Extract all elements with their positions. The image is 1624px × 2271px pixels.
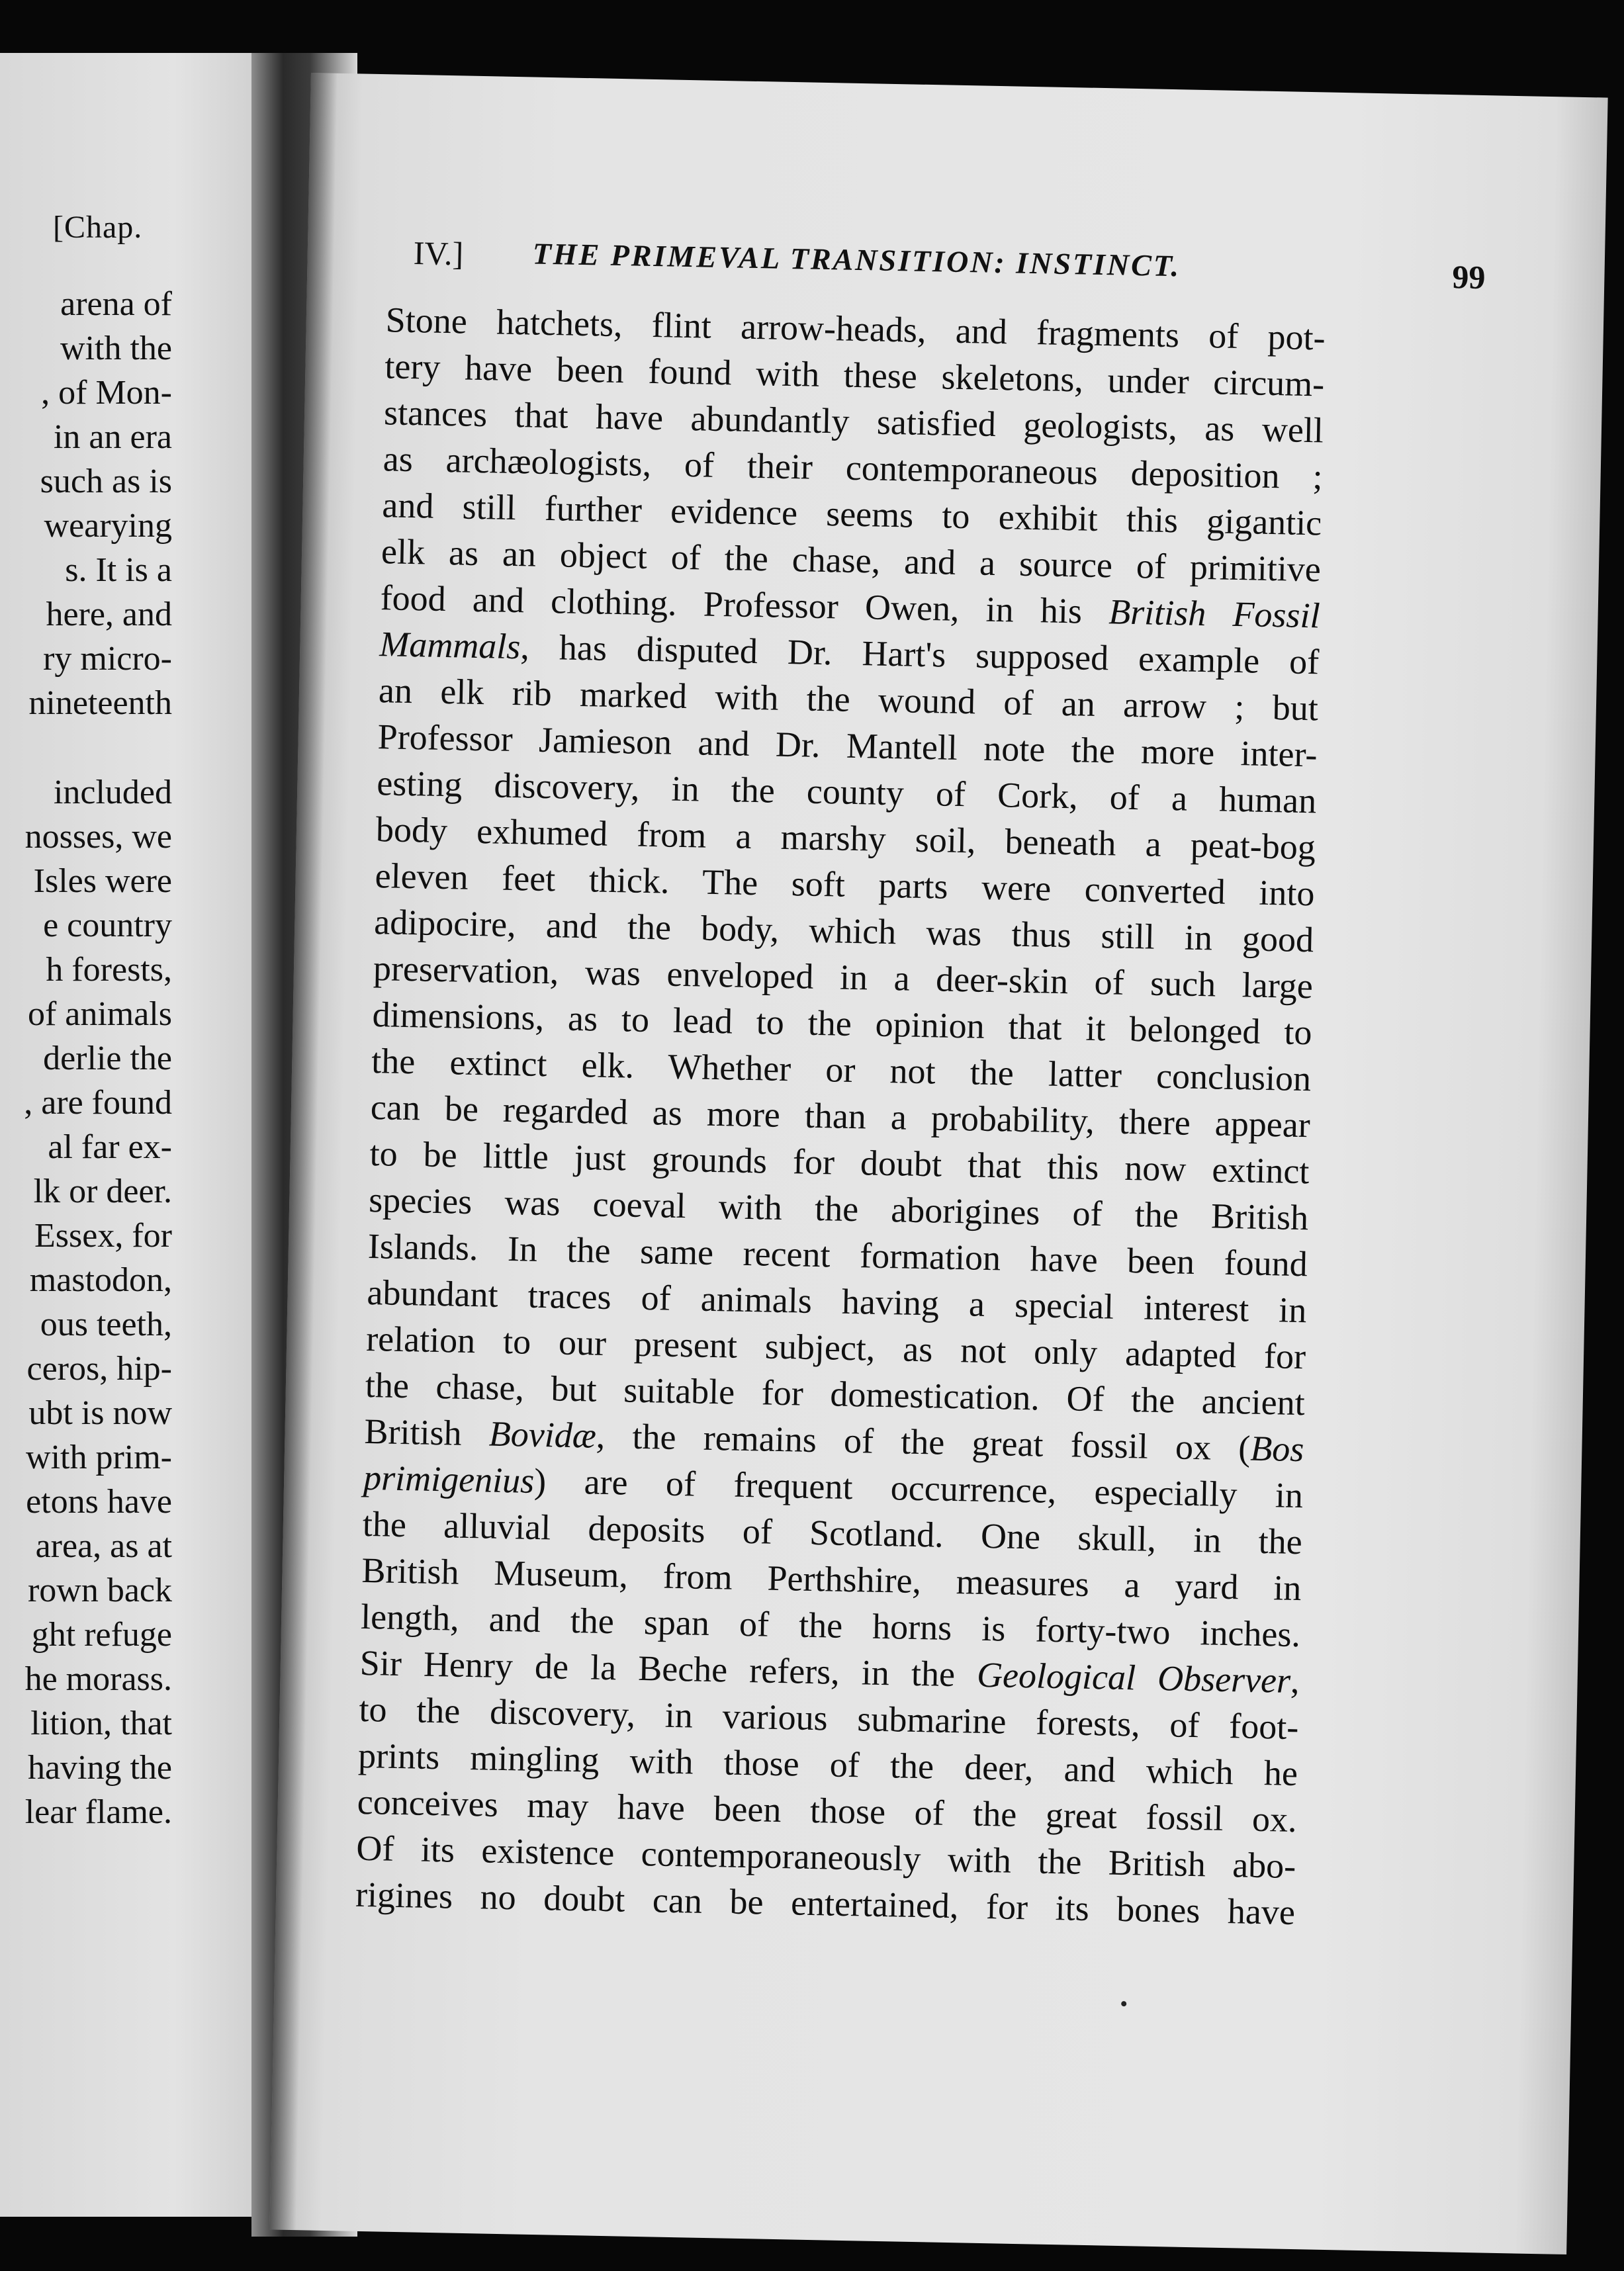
text-line: Mammals, has disputed Dr. Hart's supposed example of xyxy=(379,624,1320,682)
text-line: conceives may have been those of the great fossil ox. xyxy=(357,1781,1298,1840)
chapter-marker: IV.] xyxy=(413,234,464,273)
text-line: length, and the span of the horns is forty-two inches. xyxy=(360,1596,1301,1655)
left-line: derlie the xyxy=(43,1040,172,1077)
text-line: abundant traces of animals having a special interest in xyxy=(367,1272,1307,1331)
left-line: having the xyxy=(27,1749,172,1787)
text-line: prints mingling with those of the deer, and which he xyxy=(357,1735,1298,1794)
left-line: s. It is a xyxy=(65,551,172,589)
text-line: the extinct elk. Whether or not the latter conclusion xyxy=(371,1041,1312,1099)
left-line: ous teeth, xyxy=(40,1306,172,1343)
left-line: h forests, xyxy=(46,951,172,989)
text-line: esting discovery, in the county of Cork, of a human xyxy=(376,763,1317,821)
left-line: lk or deer. xyxy=(33,1173,172,1210)
text-line: species was coeval with the aborigines of the British xyxy=(368,1179,1309,1238)
text-line: stances that have abundantly satisfied geologists, as well xyxy=(383,392,1324,451)
text-line: adipocire, and the body, which was thus still in good xyxy=(373,902,1314,960)
text-line: preservation, was enveloped in a deer-skin of such large xyxy=(373,948,1314,1006)
left-line: lear flame. xyxy=(24,1793,172,1831)
left-line: with prim- xyxy=(26,1439,172,1476)
text-line: and still further evidence seems to exhibit this gigantic xyxy=(381,485,1322,543)
paper-speck xyxy=(1121,2001,1126,2006)
left-line: , are found xyxy=(24,1084,172,1122)
text-line: an elk rib marked with the wound of an arrow ; but xyxy=(378,670,1319,729)
text-line: body exhumed from a marshy soil, beneath a peat-bog xyxy=(375,809,1316,868)
left-line: wearying xyxy=(44,507,172,545)
running-title: THE PRIMEVAL TRANSITION: INSTINCT. xyxy=(532,236,1181,283)
running-head xyxy=(413,234,1486,300)
text-line: British Museum, from Perthshire, measures a yard in xyxy=(361,1550,1302,1609)
left-line: lition, that xyxy=(30,1705,172,1742)
text-line: Islands. In the same recent formation have been found xyxy=(367,1225,1308,1284)
left-line: ceros, hip- xyxy=(26,1350,172,1388)
left-line: nineteenth xyxy=(28,684,172,722)
left-line: Isles were xyxy=(33,862,172,900)
left-line: Essex, for xyxy=(34,1217,172,1255)
left-line: rown back xyxy=(27,1572,172,1609)
left-line: al far ex- xyxy=(48,1128,172,1166)
left-line: of animals xyxy=(27,995,172,1033)
text-line: Stone hatchets, flint arrow-heads, and fragments of pot- xyxy=(385,300,1326,358)
text-line: rigines no doubt can be entertained, for its bones have xyxy=(355,1874,1296,1933)
left-line: mastodon, xyxy=(29,1261,172,1299)
previous-page xyxy=(0,53,291,2217)
text-line: dimensions, as to lead to the opinion that it belonged to xyxy=(372,995,1313,1053)
left-line: here, and xyxy=(46,596,172,633)
left-line: area, as at xyxy=(35,1527,172,1565)
left-line: , of Mon- xyxy=(41,374,172,412)
left-line: ubt is now xyxy=(28,1394,172,1432)
page-body xyxy=(355,299,1326,1933)
text-line: tery have been found with these skeletons, under circum- xyxy=(384,346,1325,404)
left-running-head: [Chap. xyxy=(53,210,143,245)
left-line: he morass. xyxy=(24,1660,172,1698)
left-line: etons have xyxy=(26,1483,172,1521)
text-line: the chase, but suitable for domestication. Of the ancient xyxy=(365,1364,1306,1423)
text-line: food and clothing. Professor Owen, in his British Fossil xyxy=(380,578,1321,636)
text-line: eleven feet thick. The soft parts were converted into xyxy=(375,856,1316,914)
text-line: Professor Jamieson and Dr. Mantell note the more inter- xyxy=(377,717,1318,775)
text-line: Of its existence contemporaneously with the British abo- xyxy=(355,1828,1296,1887)
left-line: such as is xyxy=(40,463,172,500)
left-line: in an era xyxy=(53,418,172,456)
text-line: elk as an object of the chase, and a source of primitive xyxy=(381,531,1322,590)
text-line: primigenius) are of frequent occurrence, especially in xyxy=(363,1457,1304,1516)
left-line: with the xyxy=(60,330,172,367)
text-line: to the discovery, in various submarine forests, of foot- xyxy=(358,1689,1299,1748)
page-number: 99 xyxy=(1451,258,1486,296)
left-line: arena of xyxy=(60,285,172,323)
text-line: relation to our present subject, as not only adapted for xyxy=(365,1318,1306,1377)
current-page xyxy=(269,73,1607,2254)
left-line: included xyxy=(53,774,172,811)
text-line: the alluvial deposits of Scotland. One skull, in the xyxy=(362,1503,1303,1562)
left-line: nosses, we xyxy=(24,818,172,856)
text-line: to be little just grounds for doubt that this now extinct xyxy=(369,1134,1310,1192)
text-line: as archæologists, of their contemporaneous deposition ; xyxy=(383,439,1324,497)
text-line: Sir Henry de la Beche refers, in the Geological Observer, xyxy=(359,1642,1300,1701)
text-line: British Bovidæ, the remains of the great fossil ox (Bos xyxy=(364,1411,1304,1470)
text-line: can be regarded as more than a probability, there appear xyxy=(370,1087,1311,1145)
left-line: ry micro- xyxy=(43,640,172,678)
left-line: e country xyxy=(43,907,172,944)
left-line: ght refuge xyxy=(31,1616,172,1654)
